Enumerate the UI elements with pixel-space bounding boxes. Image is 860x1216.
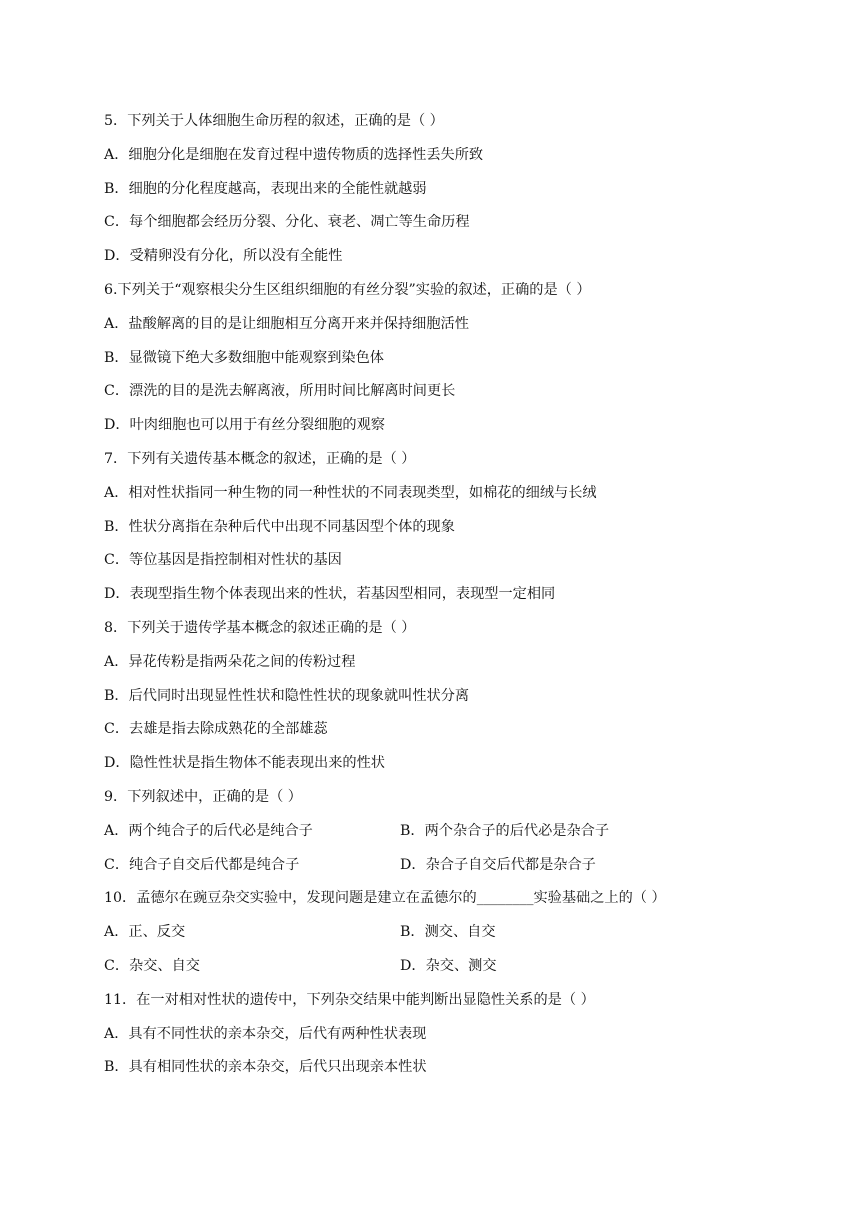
question-5-stem: 5．下列关于人体细胞生命历程的叙述，正确的是（ ） (104, 113, 444, 129)
question-9-options-row-1 (104, 818, 804, 852)
question-5-option-d: D．受精卵没有分化，所以没有全能性 (104, 248, 343, 265)
question-10-option-b: B．测交、自交 (400, 924, 496, 941)
question-7-option-a: A．相对性状指同一种生物的同一种性状的不同表现类型，如棉花的细绒与长绒 (104, 484, 597, 501)
question-8-stem: 8．下列关于遗传学基本概念的叙述正确的是（ ） (104, 619, 416, 636)
question-9-option-a: A．两个纯合子的后代必是纯合子 (104, 822, 313, 839)
question-6-option-a: A．盐酸解离的目的是让细胞相互分离开来并保持细胞活性 (104, 315, 469, 332)
question-6-option-c: C．漂洗的目的是洗去解离液，所用时间比解离时间更长 (104, 383, 456, 400)
question-5-option-b: B．细胞的分化程度越高，表现出来的全能性就越弱 (104, 180, 427, 197)
question-5-option-c: C．每个细胞都会经历分裂、分化、衰老、凋亡等生命历程 (104, 214, 470, 231)
question-6-option-d: D．叶肉细胞也可以用于有丝分裂细胞的观察 (104, 417, 385, 434)
question-10-options-row-1 (104, 919, 804, 953)
question-10-option-d: D．杂交、测交 (400, 957, 497, 974)
question-7-option-d: D．表现型指生物个体表现出来的性状，若基因型相同，表现型一定相同 (104, 586, 556, 603)
question-9-option-c: C．纯合子自交后代都是纯合子 (104, 856, 300, 873)
question-11-option-b: B．具有相同性状的亲本杂交，后代只出现亲本性状 (104, 1059, 427, 1076)
question-9-option-b: B．两个杂合子的后代必是杂合子 (400, 822, 610, 839)
question-7-stem: 7．下列有关遗传基本概念的叙述，正确的是（ ） (104, 450, 416, 467)
question-8-option-a: A．异花传粉是指两朵花之间的传粉过程 (104, 653, 356, 670)
question-11-option-a: A．具有不同性状的亲本杂交，后代有两种性状表现 (104, 1025, 427, 1042)
question-7-option-c: C．等位基因是指控制相对性状的基因 (104, 552, 342, 569)
question-8-option-d: D．隐性性状是指生物体不能表现出来的性状 (104, 755, 385, 772)
question-10-option-a: A．正、反交 (104, 924, 186, 941)
document-page (104, 108, 804, 1088)
question-9-stem: 9．下列叙述中，正确的是（ ） (104, 788, 302, 805)
question-10-options-row-2 (104, 953, 804, 987)
question-6-option-b: B．显微镜下绝大多数细胞中能观察到染色体 (104, 349, 384, 366)
question-7-option-b: B．性状分离指在杂种后代中出现不同基因型个体的现象 (104, 518, 455, 535)
question-9-option-d: D．杂合子自交后代都是杂合子 (400, 856, 596, 873)
question-10-stem: 10．孟德尔在豌豆杂交实验中，发现问题是建立在孟德尔的________实验基础之上的（ ） (104, 890, 666, 907)
question-9-options-row-2 (104, 852, 804, 886)
question-8-option-b: B．后代同时出现显性性状和隐性性状的现象就叫性状分离 (104, 687, 470, 704)
question-8-option-c: C．去雄是指去除成熟花的全部雄蕊 (104, 721, 328, 738)
question-11-stem: 11．在一对相对性状的遗传中，下列杂交结果中能判断出显隐性关系的是（ ） (104, 991, 595, 1008)
question-6-stem: 6.下列关于“观察根尖分生区组织细胞的有丝分裂”实验的叙述，正确的是（ ） (104, 281, 591, 298)
question-5-option-a: A．细胞分化是细胞在发育过程中遗传物质的选择性丢失所致 (104, 146, 484, 163)
question-10-option-c: C．杂交、自交 (104, 957, 200, 974)
